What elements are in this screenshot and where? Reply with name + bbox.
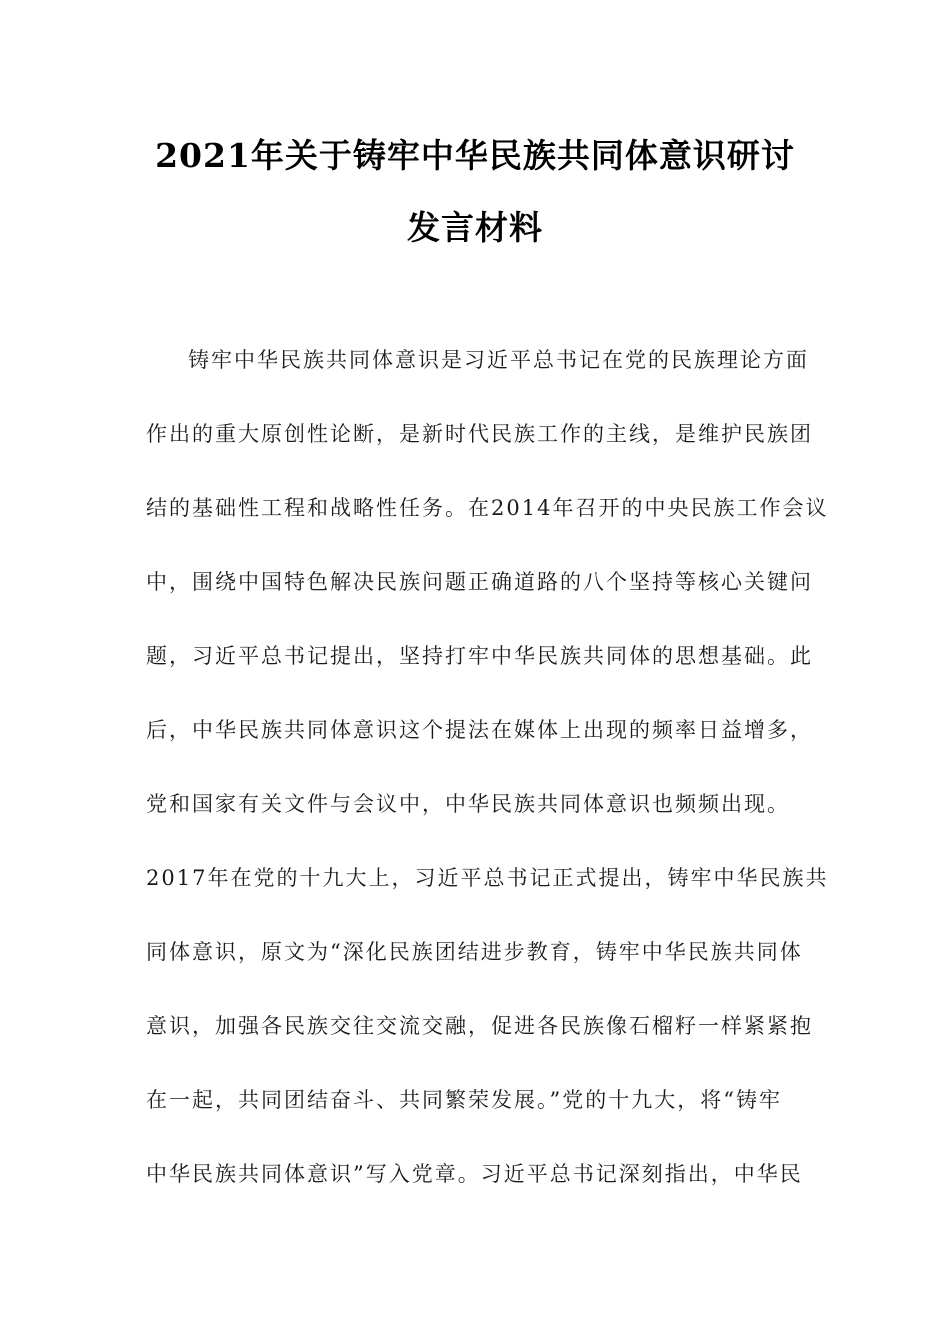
body-text-line: 党和国家有关文件与会议中，中华民族共同体意识也频频出现。	[146, 792, 790, 816]
body-text-line: 铸牢中华民族共同体意识是习近平总书记在党的民族理论方面	[188, 348, 809, 372]
body-text-line: 后，中华民族共同体意识这个提法在媒体上出现的频率日益增多，	[146, 718, 813, 742]
body-text-line: 2017年在党的十九大上，习近平总书记正式提出，铸牢中华民族共	[146, 866, 829, 890]
body-text-line: 中华民族共同体意识”写入党章。习近平总书记深刻指出，中华民	[146, 1162, 803, 1186]
body-text-line: 在一起，共同团结奋斗、共同繁荣发展。”党的十九大，将“铸牢	[146, 1088, 782, 1112]
body-text-line: 作出的重大原创性论断，是新时代民族工作的主线，是维护民族团	[146, 422, 813, 446]
body-text-line: 结的基础性工程和战略性任务。在2014年召开的中央民族工作会议	[146, 496, 829, 520]
document-title-line-2: 发言材料	[407, 208, 543, 247]
body-text-line: 意识，加强各民族交往交流交融，促进各民族像石榴籽一样紧紧抱	[146, 1014, 813, 1038]
body-text-line: 中，围绕中国特色解决民族问题正确道路的八个坚持等核心关键问	[146, 570, 813, 594]
body-text-line: 同体意识，原文为“深化民族团结进步教育，铸牢中华民族共同体	[146, 940, 803, 964]
document-title-line-1: 2021年关于铸牢中华民族共同体意识研讨	[155, 136, 795, 175]
body-text-line: 题，习近平总书记提出，坚持打牢中华民族共同体的思想基础。此	[146, 644, 813, 668]
